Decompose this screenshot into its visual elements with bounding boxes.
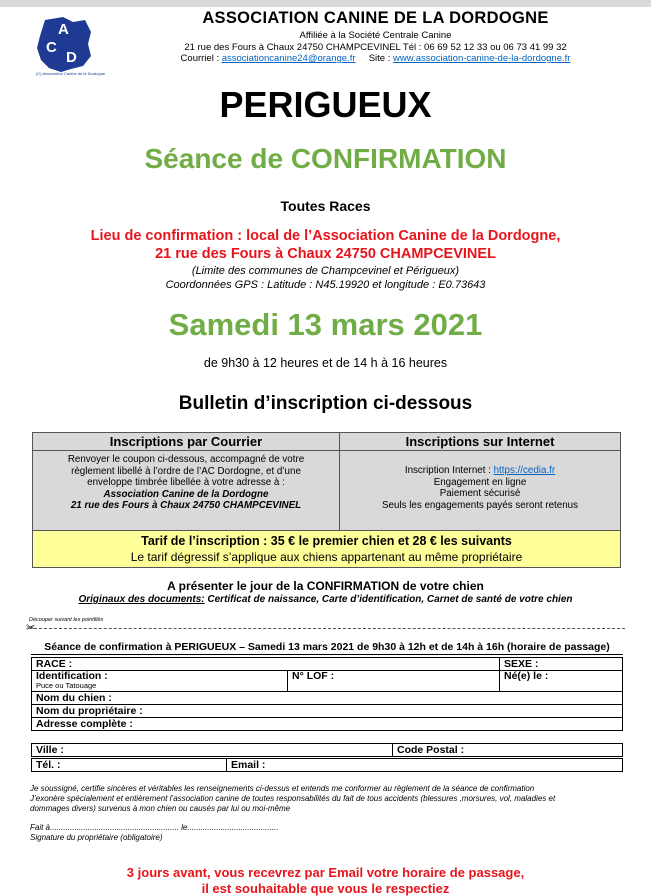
event-date: Samedi 13 mars 2021 — [168, 307, 483, 342]
bulletin-title: Bulletin d’inscription ci-dessous — [178, 393, 473, 414]
signature-label: Signature du propriétaire (obligatoire) — [30, 833, 163, 842]
footer-line-1: 3 jours avant, vous recevrez par Email votre horaire de passage, — [126, 865, 525, 880]
dog-name-field[interactable] — [32, 692, 623, 705]
city-field[interactable] — [32, 744, 393, 757]
logo-letter-c: C — [46, 39, 57, 56]
mail-box — [33, 433, 340, 531]
race-label: RACE : — [36, 658, 73, 670]
tel-field[interactable] — [32, 759, 227, 772]
identification-sub: Puce ou Tatouage — [36, 681, 97, 690]
web-box — [340, 433, 621, 531]
association-logo — [33, 14, 106, 76]
declaration-line-3: dommages divers) survenus à mon chien ou causés par lui ou moi-même — [30, 804, 291, 813]
race-field[interactable] — [32, 658, 500, 671]
present-docs — [0, 594, 651, 605]
email-label: Courriel : — [180, 53, 222, 64]
cut-line — [29, 628, 625, 629]
sexe-field[interactable] — [500, 658, 623, 671]
tarif-box — [33, 531, 621, 568]
identification-field[interactable] — [32, 671, 288, 692]
docs-label: Originaux des documents: — [78, 594, 205, 605]
mail-line-1: Renvoyer le coupon ci-dessous, accompagné de votre — [67, 454, 305, 465]
registration-form — [31, 657, 623, 731]
mail-addr-2: 21 rue des Fours à Chaux 24750 CHAMPCEVINEL — [70, 500, 302, 511]
registration-form-bottom — [31, 743, 623, 757]
email-form-label: Email : — [231, 759, 266, 771]
declaration — [30, 784, 630, 814]
site-link[interactable]: www.association-canine-de-la-dordogne.fr — [393, 53, 571, 64]
session-title — [0, 143, 651, 175]
postal-label: Code Postal : — [397, 744, 465, 756]
sexe-label: SEXE : — [504, 658, 539, 670]
birthdate-label: Né(e) le : — [504, 670, 549, 682]
location-limits: (Limite des communes de Champcevinel et Périgueux) — [191, 265, 460, 277]
contact-line — [100, 53, 651, 64]
declaration-line-2: J’exonère spécialement et entièrement l’association canine de toutes responsabilités du fait de tous accidents (blessures ,morsures, vol, maladies et — [30, 794, 556, 803]
address-label: Adresse complète : — [36, 718, 133, 730]
form-session-line: Séance de confirmation à PERIGUEUX – Samedi 13 mars 2021 de 9h30 à 12h et de 14h à 16h (horaire de passage) — [31, 641, 623, 655]
web-inscription-label: Inscription Internet : — [404, 465, 494, 476]
tarif-line-1: Tarif de l’inscription : 35 € le premier chien et 28 € les suivants — [141, 534, 512, 548]
web-line-1: Engagement en ligne — [433, 476, 527, 488]
web-box-title: Inscriptions sur Internet — [340, 433, 620, 451]
identification-label: Identification : — [36, 670, 108, 682]
web-line-2: Paiement sécurisé — [439, 488, 521, 499]
web-line-3: Seuls les engagements payés seront retenus — [381, 499, 579, 511]
lof-label: N° LOF : — [292, 670, 335, 682]
mail-line-2: règlement libellé à l’ordre de l’AC Dordogne, et d’une — [71, 465, 301, 477]
registration-form-contact — [31, 758, 623, 772]
email-link[interactable]: associationcanine24@orange.fr — [221, 53, 356, 64]
location-line1: Lieu de confirmation : local de l’Association Canine de la Dordogne, — [90, 228, 561, 244]
tel-label: Tél. : — [36, 759, 61, 771]
owner-field[interactable] — [32, 705, 623, 718]
event-hours: de 9h30 à 12 heures et de 14 h à 16 heures — [203, 356, 448, 370]
birthdate-field[interactable] — [500, 671, 623, 692]
org-name: ASSOCIATION CANINE DE LA DORDOGNE — [202, 9, 549, 27]
breeds: Toutes Races — [280, 198, 371, 214]
city-title: PERIGUEUX — [219, 84, 432, 125]
gps-coordinates: Coordonnées GPS : Latitude : N45.19920 et longitude : E0.73643 — [165, 279, 486, 291]
present-title: A présenter le jour de la CONFIRMATION de votre chien — [167, 579, 484, 593]
city-label: Ville : — [36, 744, 64, 756]
location-line2: 21 rue des Fours à Chaux 24750 CHAMPCEVINEL — [155, 246, 496, 262]
address-line: 21 rue des Fours à Chaux 24750 CHAMPCEVINEL Tél : 06 69 52 12 33 ou 06 73 41 99 32 — [184, 42, 567, 53]
email-field[interactable] — [227, 759, 623, 772]
postal-field[interactable] — [393, 744, 623, 757]
logo-caption: (C) Association Canine de la Dordogne — [36, 71, 106, 76]
cedia-link[interactable]: https://cedia.fr — [493, 465, 556, 476]
cut-label: Découper suivant les pointillés — [29, 617, 104, 623]
session-prefix: Séance de — [144, 143, 291, 174]
declaration-line-1: Je soussigné, certifie sincères et véritables les renseignements ci-dessus et entends me conformer au règlement de la séance de confirmation — [30, 784, 535, 793]
docs-text: Certificat de naissance, Carte d’identification, Carnet de santé de votre chien — [204, 594, 573, 605]
address-field[interactable] — [32, 718, 623, 731]
footer-line-2: il est souhaitable que vous le respectiez — [201, 881, 450, 896]
lof-field[interactable] — [288, 671, 500, 692]
inscription-table — [32, 432, 621, 568]
affiliation: Affiliée à la Société Centrale Canine — [299, 30, 452, 41]
dog-name-label: Nom du chien : — [36, 692, 112, 704]
tarif-line-2: Le tarif dégressif s’applique aux chiens appartenant au même propriétaire — [130, 550, 523, 564]
mail-addr-1: Association Canine de la Dordogne — [103, 488, 269, 500]
mail-box-title: Inscriptions par Courrier — [33, 433, 339, 451]
logo-letter-a: A — [58, 21, 69, 38]
sign-place-date: Fait à.......................................................... le......................................... — [30, 823, 279, 832]
top-bar — [0, 0, 651, 7]
site-label: Site : — [368, 53, 393, 64]
owner-label: Nom du propriétaire : — [36, 705, 143, 717]
scissors-icon: ✂ — [26, 622, 36, 634]
session-word: CONFIRMATION — [290, 143, 507, 174]
logo-letter-d: D — [66, 49, 77, 66]
mail-line-3: enveloppe timbrée libellée à votre adresse à : — [87, 477, 285, 488]
